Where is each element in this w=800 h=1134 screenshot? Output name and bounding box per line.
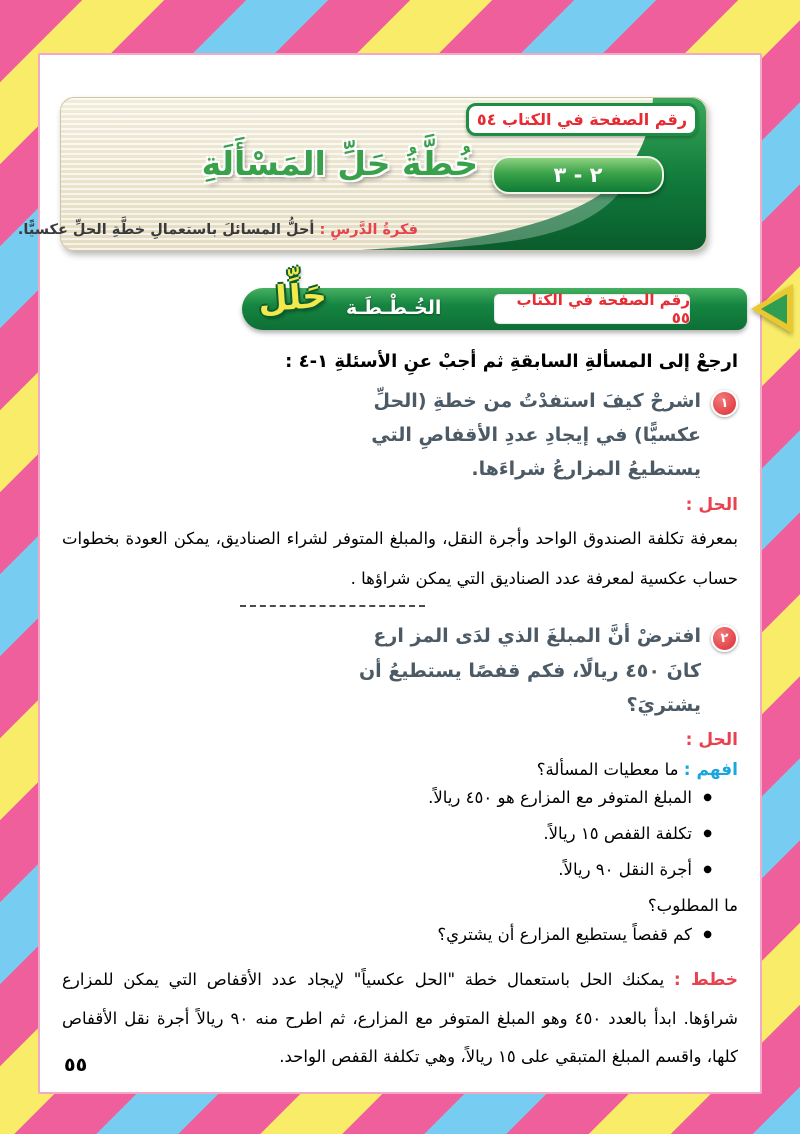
understand-question: ما معطيات المسألة؟ <box>536 759 679 779</box>
given-item: ● أجرة النقل ٩٠ ريالاً. <box>62 860 712 879</box>
book-page-ref-55: رقم الصفحة في الكتاب ٥٥ <box>494 294 690 324</box>
plan-paragraph <box>62 961 738 1076</box>
lesson-idea-line <box>18 222 418 238</box>
main-content <box>62 351 738 1076</box>
required-question: ما المطلوب؟ <box>647 895 738 915</box>
page-body <box>17 53 762 1094</box>
solution-label-1: الحل : <box>685 494 738 515</box>
required-list <box>62 925 738 944</box>
dashed-separator <box>240 605 425 607</box>
given-item: ● المبلغ المتوفر مع المزارع هو ٤٥٠ ريالاً. <box>62 788 712 807</box>
lesson-title: خُطَّةُ حَلِّ المَسْأَلَةِ <box>201 144 478 183</box>
understand-line <box>62 760 738 780</box>
analyze-script-word: حَلِّل <box>256 275 329 321</box>
analyze-word: الخُـطْـطَـة <box>346 297 442 319</box>
lesson-idea-label: فكرةُ الدَّرسِ : <box>319 222 418 238</box>
lesson-number-pill: ٢ - ٣ <box>492 156 664 194</box>
question-1-row <box>62 384 738 487</box>
solution-label-2: الحل : <box>685 729 738 750</box>
understand-label: افهم : <box>683 759 738 780</box>
givens-list <box>62 788 738 879</box>
lesson-idea-text: أحلُّ المسائلَ باستعمالِ خطَّةِ الحلِّ عكسيًّا. <box>17 222 315 238</box>
question-1-answer: بمعرفة تكلفة الصندوق الواحد وأجرة النقل، والمبلغ المتوفر لشراء الصناديق، يمكن العودة بخطوات حساب عكسية لمعرفة عدد الصناديق التي يمكن شراؤها . <box>62 528 738 588</box>
page-number: ٥٥ <box>64 1054 88 1076</box>
plan-label: خطط : <box>673 969 739 990</box>
question-2-text: افترضْ أنَّ المبلغَ الذي لدَى المز ارع كانَ ٤٥٠ ريالًا، فكم قفصًا يستطيعُ أن يشتريَ؟ <box>358 625 701 716</box>
given-item: ● تكلفة القفص ١٥ ريالاً. <box>62 824 712 843</box>
analyze-plan-banner <box>242 275 747 330</box>
plan-text: يمكنك الحل باستعمال خطة "الحل عكسياً" لإيجاد عدد الأقفاص التي يمكن للمزارع شراؤها. ابدأ بالعدد ٤٥٠ وهو المبلغ المتوفر مع المزارع، ثم اطرح منه ٩٠ ريالاً أجرة نقل الأقفاص كلها، واقسم المبلغ المتبقي على ١٥ ريالاً، وهي تكلفة القفص الواحد. <box>62 969 738 1066</box>
question-1-badge-icon: ١ <box>711 390 738 417</box>
question-2-badge-icon: ٢ <box>711 625 738 652</box>
required-item: ● كم قفصاً يستطيع المزارع أن يشتري؟ <box>62 925 712 944</box>
page-arrow-inner-icon <box>761 294 787 324</box>
intro-line: ارجعْ إلى المسألةِ السابقةِ ثم أجبْ عنِ الأسئلةِ ١-٤ : <box>285 351 738 372</box>
lesson-header-banner <box>17 97 707 251</box>
book-page-ref-54: رقم الصفحة في الكتاب ٥٤ <box>466 103 698 136</box>
question-1-text: اشرحْ كيفَ استفدْتُ من خطةِ (الحلِّ عكسيًّا) في إيجادِ عددِ الأقفاصِ التي يستطيعُ المزارعُ شراءَها. <box>371 390 701 481</box>
question-2-row <box>62 619 738 722</box>
